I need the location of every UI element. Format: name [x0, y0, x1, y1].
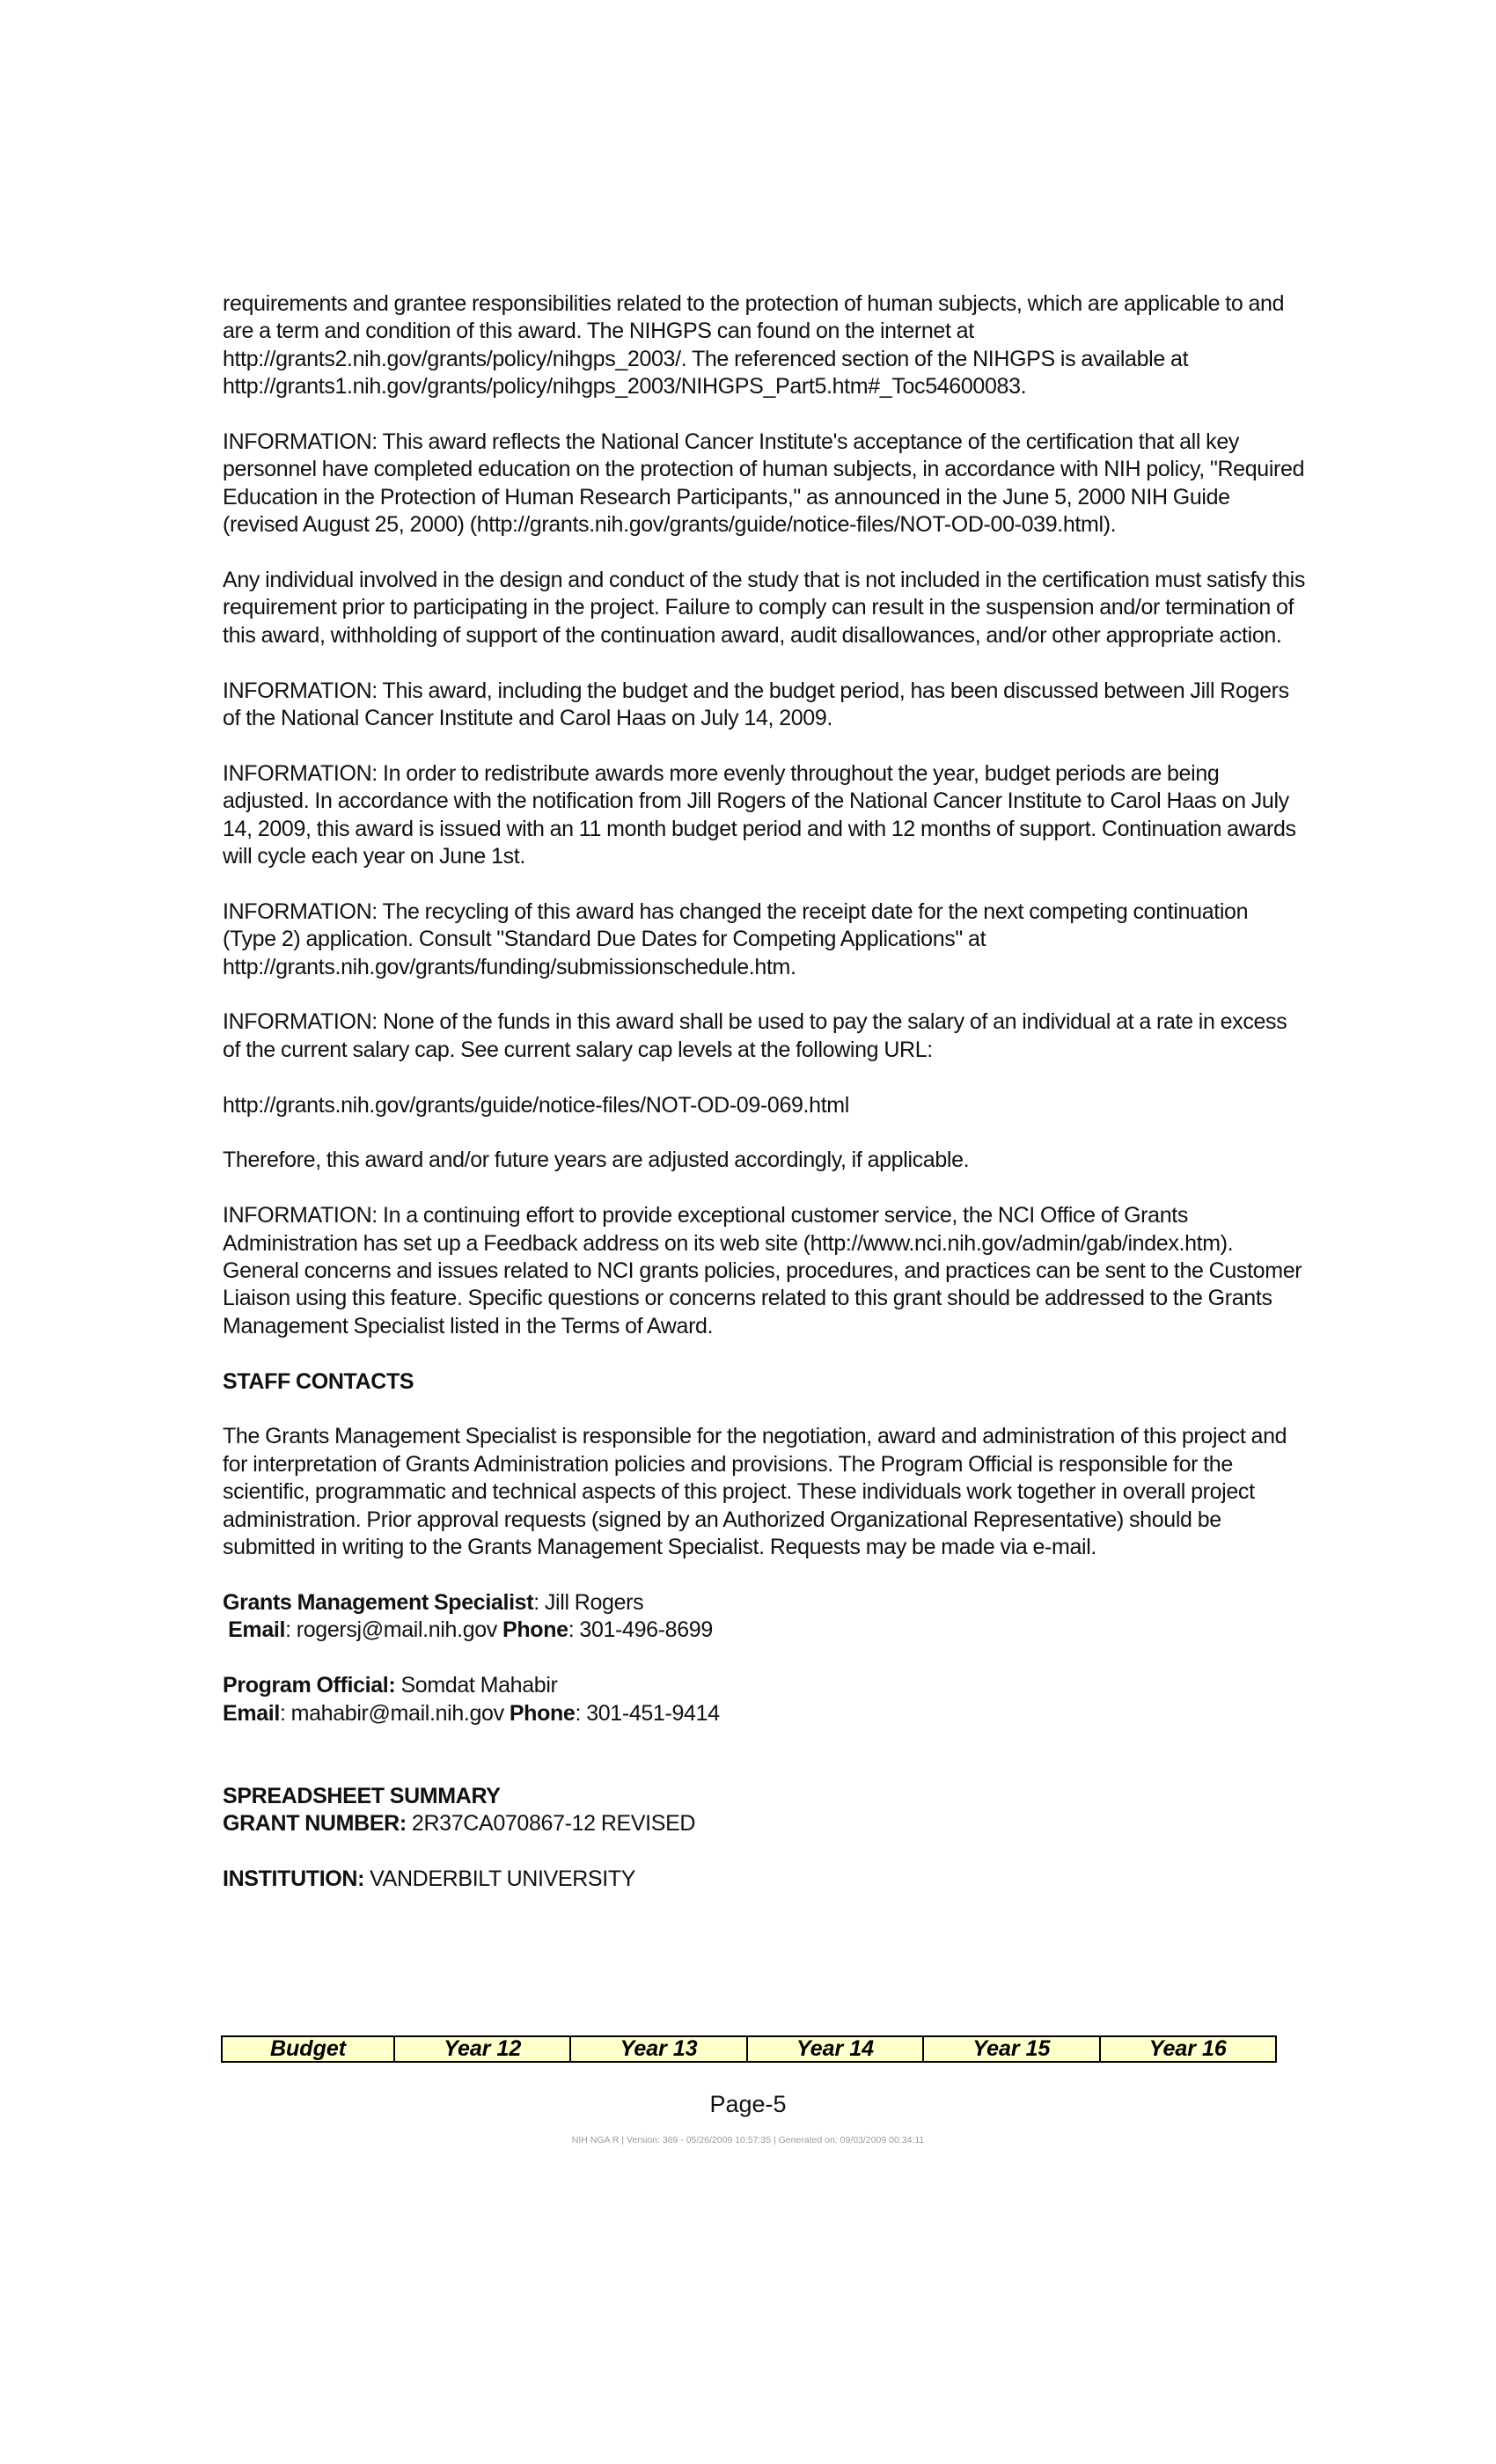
budget-table [221, 2035, 1277, 2063]
header-year-15: Year 15 [923, 2036, 1099, 2062]
gms-email-label: Email [228, 1617, 286, 1643]
salary-cap-url[interactable]: http://grants.nih.gov/grants/guide/notice-files/NOT-OD-09-069.html [223, 1092, 849, 1118]
gms-contact [223, 1589, 1305, 1645]
budget-table-header-row [222, 2036, 1276, 2062]
staff-contacts-heading: STAFF CONTACTS [223, 1368, 414, 1394]
po-contact [223, 1672, 1305, 1727]
gms-label: Grants Management Specialist [223, 1589, 534, 1615]
gms-name: : Jill Rogers [533, 1589, 644, 1615]
po-email[interactable]: : mahabir@mail.nih.gov [279, 1700, 510, 1726]
po-email-label: Email [223, 1700, 280, 1726]
po-phone-label: Phone [509, 1700, 576, 1726]
spacer [223, 1755, 1305, 1782]
paragraph-recycling: INFORMATION: The recycling of this award has changed the receipt date for the next competing continuation (Type 2) application. Consult "Standard Due Dates for Competing Applications" at http://grants.nih.gov/grants/funding/submissionschedule.htm. [223, 898, 1249, 979]
header-year-14: Year 14 [747, 2036, 923, 2062]
paragraph-individual-requirement: Any individual involved in the design and conduct of the study that is not included in the certification must satisfy this requirement prior to participating in the project. Failure to comply can result in the suspension and/or termination of this award, withholding of support of the continuation award, audit disallowances, and/or other appropriate action. [223, 568, 1305, 648]
institution-label: INSTITUTION: [223, 1866, 365, 1891]
paragraph-therefore: Therefore, this award and/or future years are adjusted accordingly, if applicable. [223, 1148, 970, 1173]
paragraph-feedback: INFORMATION: In a continuing effort to provide exceptional customer service, the NCI Office of Grants Administration has set up a Feedback address on its web site (http://www.nci.nih.gov/admin/gab/index.htm). General concerns and issues related to NCI grants policies, procedures, and practices can be sent to the Customer Liaison using this feature. Specific questions or concerns related to this grant should be addressed to the Grants Management Specialist listed in the Terms of Award. [223, 1203, 1302, 1338]
grant-number-value: 2R37CA070867-12 REVISED [406, 1811, 696, 1837]
gms-line [223, 1589, 1305, 1617]
po-line [223, 1672, 1305, 1699]
gms-phone: : 301-496-8699 [568, 1617, 713, 1643]
institution-line [223, 1866, 1305, 1893]
paragraph-education-certification: INFORMATION: This award reflects the National Cancer Institute's acceptance of the certification that all key personnel have completed education on the protection of human subjects, in accordance with NIH policy, "Required Education in the Protection of Human Research Participants," as announced in the June 5, 2000 NIH Guide (revised August 25, 2000) (http://grants.nih.gov/grants/guide/notice-files/NOT-OD-00-039.html). [223, 429, 1305, 538]
po-label: Program Official: [223, 1673, 396, 1698]
staff-contacts-intro: The Grants Management Specialist is responsible for the negotiation, award and administration of this project and for interpretation of Grants Administration policies and provisions. The Program Official is responsible for the scientific, programmatic and technical aspects of this project. These individuals work together in overall project administration. Prior approval requests (signed by an Authorized Organizational Representative) should be submitted in writing to the Grants Management Specialist. Requests may be made via e-mail. [223, 1424, 1287, 1560]
paragraph-budget-periods: INFORMATION: In order to redistribute awards more evenly throughout the year, budget periods are being adjusted. In accordance with the notification from Jill Rogers of the National Cancer Institute to Carol Haas on July 14, 2009, this award is issued with an 11 month budget period and with 12 months of support. Continuation awards will cycle each year on June 1st. [223, 760, 1296, 869]
header-year-12: Year 12 [394, 2036, 570, 2062]
gms-email[interactable]: : rogersj@mail.nih.gov [285, 1617, 503, 1643]
paragraph-budget-discussion: INFORMATION: This award, including the budget and the budget period, has been discussed between Jill Rogers of the National Cancer Institute and Carol Haas on July 14, 2009. [223, 678, 1289, 731]
paragraph-human-subjects: requirements and grantee responsibilities related to the protection of human subjects, which are applicable to and are a term and condition of this award. The NIHGPS can found on the internet at http://grants2.nih.gov/grants/policy/nihgps_2003/. The referenced section of the NIHGPS is available at http://grants1.nih.gov/grants/policy/nihgps_2003/NIHGPS_Part5.htm#_Toc54600083. [223, 291, 1285, 400]
paragraph-salary-cap: INFORMATION: None of the funds in this award shall be used to pay the salary of an individual at a rate in excess of the current salary cap. See current salary cap levels at the following URL: [223, 1009, 1287, 1062]
institution-value: VANDERBILT UNIVERSITY [364, 1866, 636, 1891]
document-body [223, 290, 1305, 1921]
spreadsheet-heading: SPREADSHEET SUMMARY [223, 1783, 501, 1808]
grant-number-line [223, 1810, 1305, 1837]
po-contact-line [223, 1700, 1305, 1727]
po-name: Somdat Mahabir [395, 1673, 558, 1698]
gms-phone-label: Phone [502, 1617, 568, 1643]
po-phone: : 301-451-9414 [575, 1700, 720, 1726]
header-year-16: Year 16 [1100, 2036, 1276, 2062]
generation-footer: NIH NGA R | Version: 369 - 05/26/2009 10:57:35 | Generated on: 09/03/2009 00:34:11 [571, 2135, 925, 2145]
page-number: Page-5 [709, 2091, 787, 2117]
header-budget: Budget [222, 2036, 394, 2062]
gms-contact-line [223, 1617, 1305, 1644]
header-year-13: Year 13 [570, 2036, 746, 2062]
grant-number-label: GRANT NUMBER: [223, 1811, 407, 1837]
